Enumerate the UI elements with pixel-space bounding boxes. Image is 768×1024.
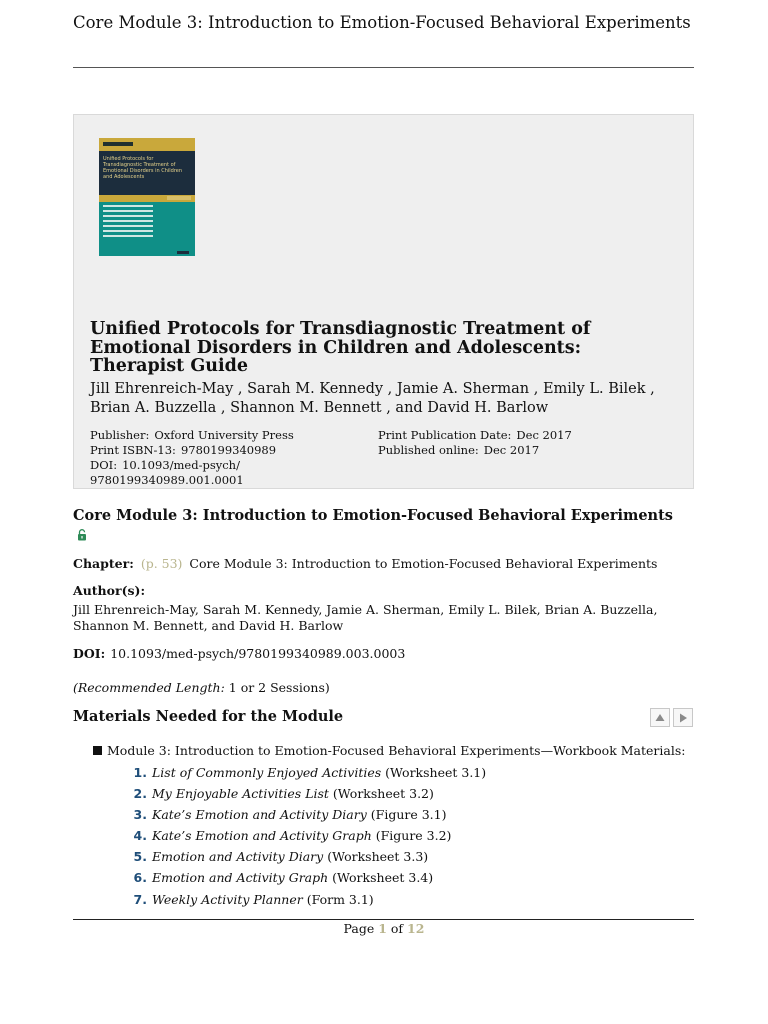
list-item-ref: (Worksheet 3.2)	[332, 786, 434, 802]
publisher-row	[90, 428, 294, 443]
header-divider	[73, 67, 694, 68]
of-label: of	[390, 921, 404, 936]
online-date-value: Dec 2017	[483, 443, 540, 457]
pagination	[0, 921, 768, 936]
online-date-label: Published online:	[378, 443, 479, 457]
page-reference: (p. 53)	[140, 556, 183, 571]
list-item	[128, 849, 688, 870]
list-item-ref: (Worksheet 3.1)	[385, 765, 487, 780]
list-number: 7.	[133, 891, 147, 907]
chapter-authors: Jill Ehrenreich-May, Sarah M. Kennedy, Jamie A. Sherman, Emily L. Bilek, Brian A. Buzzella, Shannon M. Bennett, and David H. Barlow	[73, 602, 658, 633]
online-date-row	[378, 443, 539, 458]
materials-heading: Materials Needed for the Module	[73, 708, 344, 725]
list-item	[128, 892, 688, 913]
publisher-label: Publisher:	[90, 428, 150, 442]
list-item	[128, 870, 688, 891]
list-item-title: Emotion and Activity Diary	[151, 849, 324, 865]
list-item	[128, 786, 688, 807]
workbook-materials-item	[93, 743, 685, 759]
footer-divider	[73, 919, 694, 920]
list-item-title: List of Commonly Enjoyed Activities	[151, 765, 382, 780]
recommended-value: 1 or 2 Sessions)	[228, 680, 330, 695]
right-arrow-icon	[678, 713, 688, 723]
book-cover-image	[99, 138, 195, 256]
book-authors: Jill Ehrenreich-May , Sarah M. Kennedy , Jamie A. Sherman , Emily L. Bilek , Brian A. Buzzella , Shannon M. Bennett , and David H. Barlow	[90, 381, 655, 416]
recommended-label: (Recommended Length:	[73, 680, 225, 695]
book-title: Unified Protocols for Transdiagnostic Treatment of Emotional Disorders in Children and Adolescents: Therapist Guide	[90, 319, 591, 376]
book-doi-value: 10.1093/med-psych/ 9780199340989.001.0001	[90, 458, 244, 487]
isbn-label: Print ISBN-13:	[90, 443, 176, 457]
list-item-title: Kate’s Emotion and Activity Graph	[151, 828, 372, 844]
list-item	[128, 828, 688, 849]
chapter-doi-value: 10.1093/med-psych/9780199340989.003.0003	[110, 646, 406, 661]
workbook-materials-text: Module 3: Introduction to Emotion-Focused Behavioral Experiments—Workbook Materials:	[107, 743, 686, 758]
unlock-icon	[77, 529, 87, 541]
materials-list	[128, 765, 688, 913]
list-item-title: My Enjoyable Activities List	[151, 786, 329, 802]
chapter-name: Core Module 3: Introduction to Emotion-Focused Behavioral Experiments	[189, 556, 658, 571]
list-item-title: Emotion and Activity Graph	[151, 870, 329, 886]
list-item-ref: (Figure 3.1)	[370, 807, 447, 823]
list-item-ref: (Worksheet 3.3)	[327, 849, 429, 865]
chapter-label: Chapter:	[73, 556, 134, 571]
chapter-doi-label: DOI:	[73, 646, 106, 661]
list-number: 2.	[133, 786, 147, 802]
list-item	[128, 765, 688, 786]
page-label: Page	[343, 921, 375, 936]
scroll-up-button[interactable]	[650, 708, 670, 727]
list-number: 6.	[133, 870, 147, 886]
up-arrow-icon	[655, 713, 665, 722]
list-item	[128, 807, 688, 828]
chapter-doi-row	[73, 646, 405, 662]
publisher-value: Oxford University Press	[154, 428, 294, 442]
book-cover-title: Unified Protocols for Transdiagnostic Treatment of Emotional Disorders in Children and Adolescents	[103, 156, 183, 180]
isbn-row	[90, 443, 276, 458]
total-pages: 12	[407, 921, 425, 936]
list-item-ref: (Figure 3.2)	[375, 828, 452, 844]
current-page: 1	[378, 921, 387, 936]
book-info-panel	[73, 114, 694, 489]
chapter-title: Core Module 3: Introduction to Emotion-Focused Behavioral Experiments	[73, 507, 673, 524]
list-number: 5.	[133, 849, 147, 865]
page-header-title: Core Module 3: Introduction to Emotion-Focused Behavioral Experiments	[73, 13, 691, 32]
next-section-button[interactable]	[673, 708, 693, 727]
list-item-title: Kate’s Emotion and Activity Diary	[151, 807, 367, 823]
authors-label: Author(s):	[73, 583, 146, 598]
list-item-ref: (Worksheet 3.4)	[332, 870, 434, 886]
print-date-label: Print Publication Date:	[378, 428, 512, 442]
print-date-value: Dec 2017	[516, 428, 572, 442]
list-number: 1.	[133, 765, 147, 780]
list-number: 3.	[133, 807, 147, 823]
isbn-value: 9780199340989	[180, 443, 277, 457]
bullet-square-icon	[93, 746, 102, 755]
chapter-row	[73, 556, 657, 572]
book-doi-label: DOI:	[90, 458, 118, 472]
list-item-title: Weekly Activity Planner	[151, 891, 303, 907]
book-doi-row	[90, 458, 330, 488]
print-date-row	[378, 428, 572, 443]
list-item-ref: (Form 3.1)	[306, 891, 374, 907]
list-number: 4.	[133, 828, 147, 844]
recommended-length	[73, 680, 330, 696]
